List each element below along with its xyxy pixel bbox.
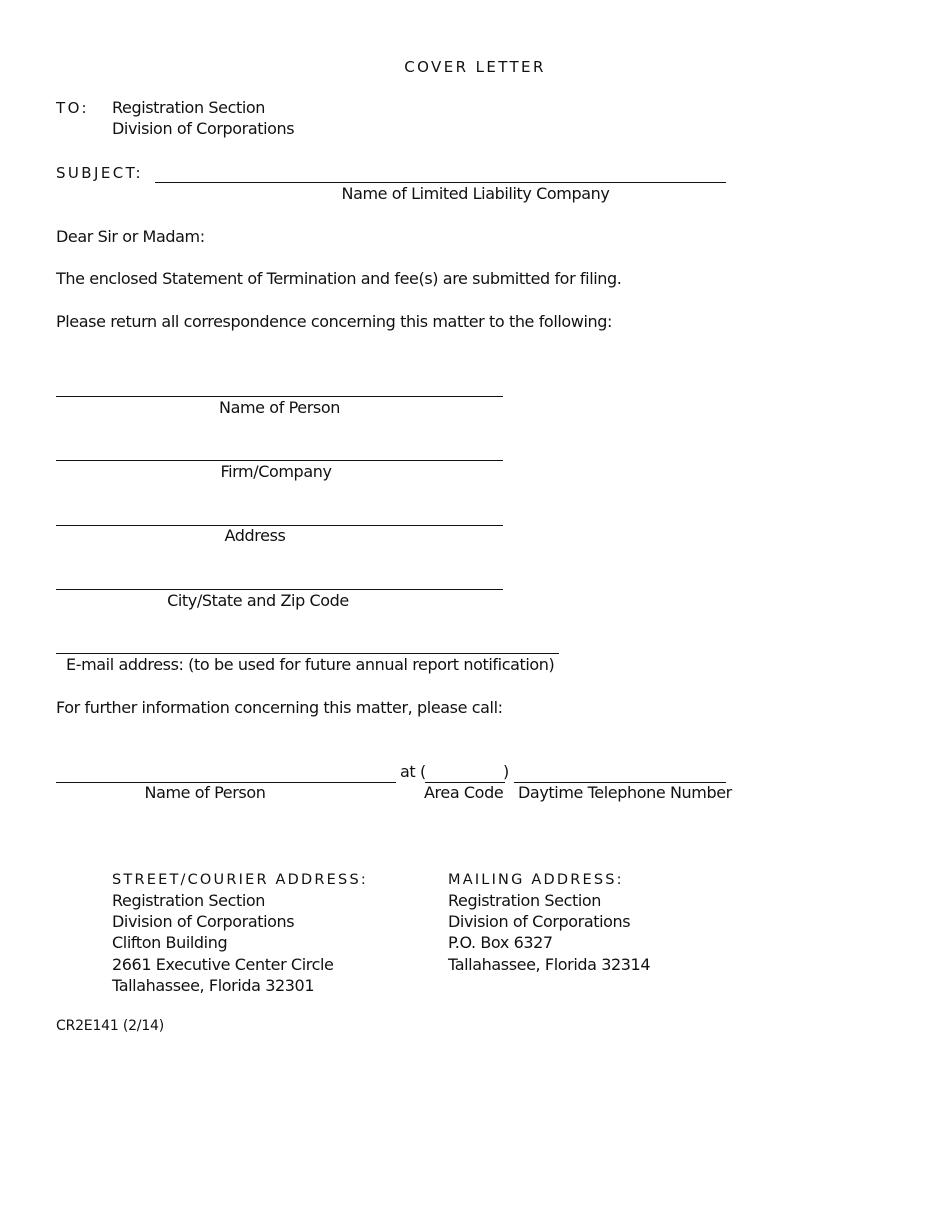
return-email-line[interactable] — [56, 653, 559, 654]
to-line-1: Registration Section — [112, 98, 266, 117]
return-firm-caption: Firm/Company — [220, 462, 332, 481]
return-city-caption: City/State and Zip Code — [167, 591, 349, 610]
paragraph-submitted: The enclosed Statement of Termination and fee(s) are submitted for filing. — [56, 269, 622, 288]
return-firm-line[interactable] — [56, 460, 503, 461]
page-title: COVER LETTER — [404, 58, 546, 76]
subject-input-line[interactable] — [155, 182, 726, 183]
mailing-address-line-4: Tallahassee, Florida 32314 — [448, 955, 651, 974]
subject-label: SUBJECT: — [56, 164, 143, 182]
return-name-caption: Name of Person — [219, 398, 340, 417]
mailing-address-line-3: P.O. Box 6327 — [448, 933, 553, 952]
further-info-text: For further information concerning this matter, please call: — [56, 698, 503, 717]
mailing-address-line-2: Division of Corporations — [448, 912, 631, 931]
subject-caption: Name of Limited Liability Company — [341, 184, 610, 203]
daytime-phone-caption: Daytime Telephone Number — [518, 783, 732, 802]
return-address-caption: Address — [224, 526, 286, 545]
paragraph-return: Please return all correspondence concerning this matter to the following: — [56, 312, 613, 331]
street-address-line-3: Clifton Building — [112, 933, 228, 952]
to-line-2: Division of Corporations — [112, 119, 295, 138]
close-paren: ) — [503, 762, 509, 781]
area-code-caption: Area Code — [424, 783, 504, 802]
street-address-heading: STREET/COURIER ADDRESS: — [112, 872, 368, 888]
salutation: Dear Sir or Madam: — [56, 227, 205, 246]
street-address-line-2: Division of Corporations — [112, 912, 295, 931]
form-id: CR2E141 (2/14) — [56, 1018, 164, 1034]
street-address-line-4: 2661 Executive Center Circle — [112, 955, 334, 974]
return-email-caption: E-mail address: (to be used for future annual report notification) — [66, 655, 555, 674]
at-prefix: at ( — [400, 762, 426, 781]
mailing-address-line-1: Registration Section — [448, 891, 602, 910]
street-address-line-1: Registration Section — [112, 891, 266, 910]
return-name-line[interactable] — [56, 396, 503, 397]
mailing-address-heading: MAILING ADDRESS: — [448, 872, 624, 888]
contact-name-caption: Name of Person — [144, 783, 266, 802]
street-address-line-5: Tallahassee, Florida 32301 — [112, 976, 315, 995]
return-city-line[interactable] — [56, 589, 503, 590]
to-label: TO: — [56, 99, 89, 117]
